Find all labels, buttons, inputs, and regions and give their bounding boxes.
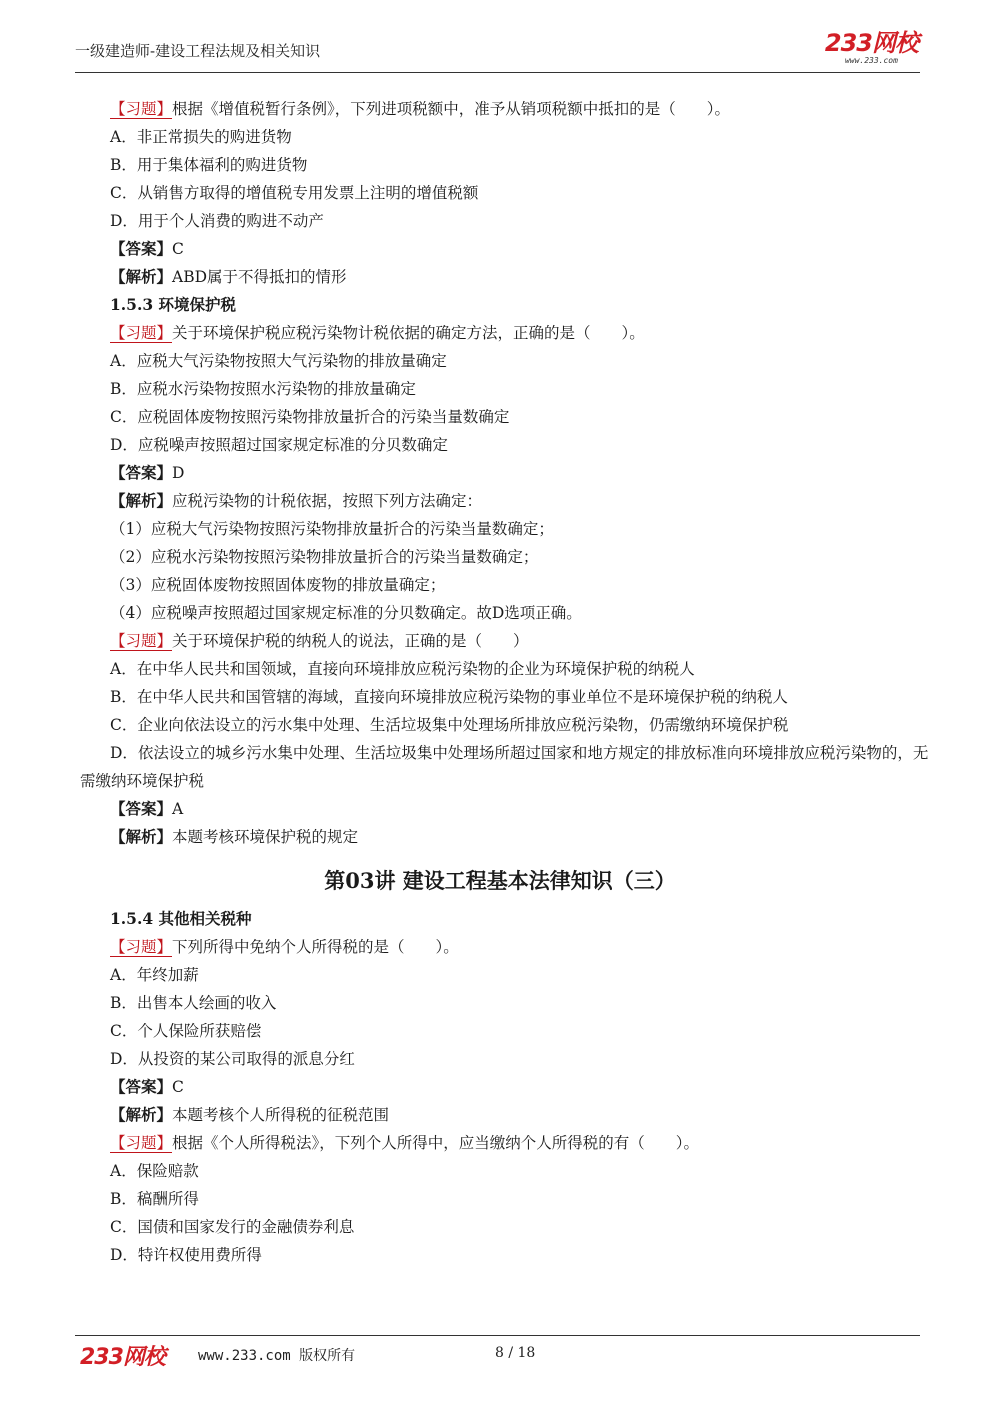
brand-logo	[825, 30, 918, 65]
option-b: B．应税水污染物按照水污染物的排放量确定	[110, 380, 416, 398]
question-tag: 【习题】	[110, 938, 173, 956]
analysis-item: （1）应税大气污染物按照污染物排放量折合的污染当量数确定；	[110, 520, 554, 538]
page-footer	[80, 1340, 920, 1370]
option-a: A．在中华人民共和国领域，直接向环境排放应税污染物的企业为环境保护税的纳税人	[110, 660, 695, 678]
question-stem: 【习题】下列所得中免纳个人所得税的是（ ）。	[110, 938, 459, 956]
option-c: C．企业向依法设立的污水集中处理、生活垃圾集中处理场所排放应税污染物，仍需缴纳环境保护税	[110, 716, 789, 734]
option-c: C．个人保险所获赔偿	[110, 1022, 262, 1040]
option-a: A．非正常损失的购进货物	[110, 128, 292, 146]
option-b: B．用于集体福利的购进货物	[110, 156, 308, 174]
question-tag: 【习题】	[110, 632, 173, 650]
question-stem: 【习题】关于环境保护税的纳税人的说法，正确的是（ ）	[110, 632, 529, 650]
section-heading: 1.5.4 其他相关税种	[110, 909, 252, 928]
page-content	[80, 95, 930, 1269]
document-title: 一级建造师-建设工程法规及相关知识	[75, 42, 321, 60]
brand-logo-url: www.233.com	[844, 56, 898, 65]
brand-logo-text: 233网校	[824, 29, 918, 57]
analysis-item: （4）应税噪声按照超过国家规定标准的分贝数确定。故D选项正确。	[110, 604, 582, 622]
question-stem: 【习题】关于环境保护税应税污染物计税依据的确定方法，正确的是（ ）。	[110, 324, 645, 342]
analysis-item: （2）应税水污染物按照污染物排放量折合的污染当量数确定；	[110, 548, 539, 566]
page-number: 8 / 18	[495, 1345, 536, 1361]
question-tag: 【习题】	[110, 100, 173, 118]
option-d: D．从投资的某公司取得的派息分红	[110, 1050, 355, 1068]
analysis: 【解析】ABD属于不得抵扣的情形	[110, 267, 347, 286]
answer: 【答案】A	[110, 799, 184, 818]
option-c: C．从销售方取得的增值税专用发票上注明的增值税额	[110, 184, 479, 202]
analysis: 【解析】本题考核个人所得税的征税范围	[110, 1105, 390, 1124]
option-b: B．稿酬所得	[110, 1190, 199, 1208]
analysis-item: （3）应税固体废物按照固体废物的排放量确定；	[110, 576, 446, 594]
page-header	[75, 30, 920, 72]
question-tag: 【习题】	[110, 1134, 173, 1152]
option-a: A．年终加薪	[110, 966, 199, 984]
option-a: A．应税大气污染物按照大气污染物的排放量确定	[110, 352, 447, 370]
question-tag: 【习题】	[110, 324, 173, 342]
footer-divider	[75, 1335, 920, 1336]
section-heading: 1.5.3 环境保护税	[110, 295, 237, 314]
analysis: 【解析】应税污染物的计税依据，按照下列方法确定：	[110, 491, 483, 510]
option-a: A．保险赔款	[110, 1162, 199, 1180]
footer-copyright: www.233.com 版权所有	[198, 1348, 356, 1364]
header-divider	[75, 72, 920, 73]
answer: 【答案】D	[110, 463, 185, 482]
option-c: C．国债和国家发行的金融债券利息	[110, 1218, 355, 1236]
option-b: B．出售本人绘画的收入	[110, 994, 277, 1012]
answer: 【答案】C	[110, 239, 184, 258]
answer: 【答案】C	[110, 1077, 184, 1096]
footer-logo: 233网校	[80, 1345, 165, 1370]
option-b: B．在中华人民共和国管辖的海域，直接向环境排放应税污染物的事业单位不是环境保护税的纳税人	[110, 688, 788, 706]
option-d: D．应税噪声按照超过国家规定标准的分贝数确定	[110, 436, 448, 454]
option-d: D．依法设立的城乡污水集中处理、生活垃圾集中处理场所超过国家和地方规定的排放标准向环境排放应税污染物的，无需缴纳环境保护税	[80, 744, 929, 790]
chapter-heading: 第03讲 建设工程基本法律知识（三）	[324, 868, 676, 893]
option-d: D．用于个人消费的购进不动产	[110, 212, 324, 230]
option-c: C．应税固体废物按照污染物排放量折合的污染当量数确定	[110, 408, 510, 426]
question-stem: 【习题】根据《增值税暂行条例》，下列进项税额中，准予从销项税额中抵扣的是（ ）。	[110, 100, 731, 118]
option-d: D．特许权使用费所得	[110, 1246, 262, 1264]
analysis: 【解析】本题考核环境保护税的规定	[110, 827, 359, 846]
question-stem: 【习题】根据《个人所得税法》，下列个人所得中，应当缴纳个人所得税的有（ ）。	[110, 1134, 700, 1152]
